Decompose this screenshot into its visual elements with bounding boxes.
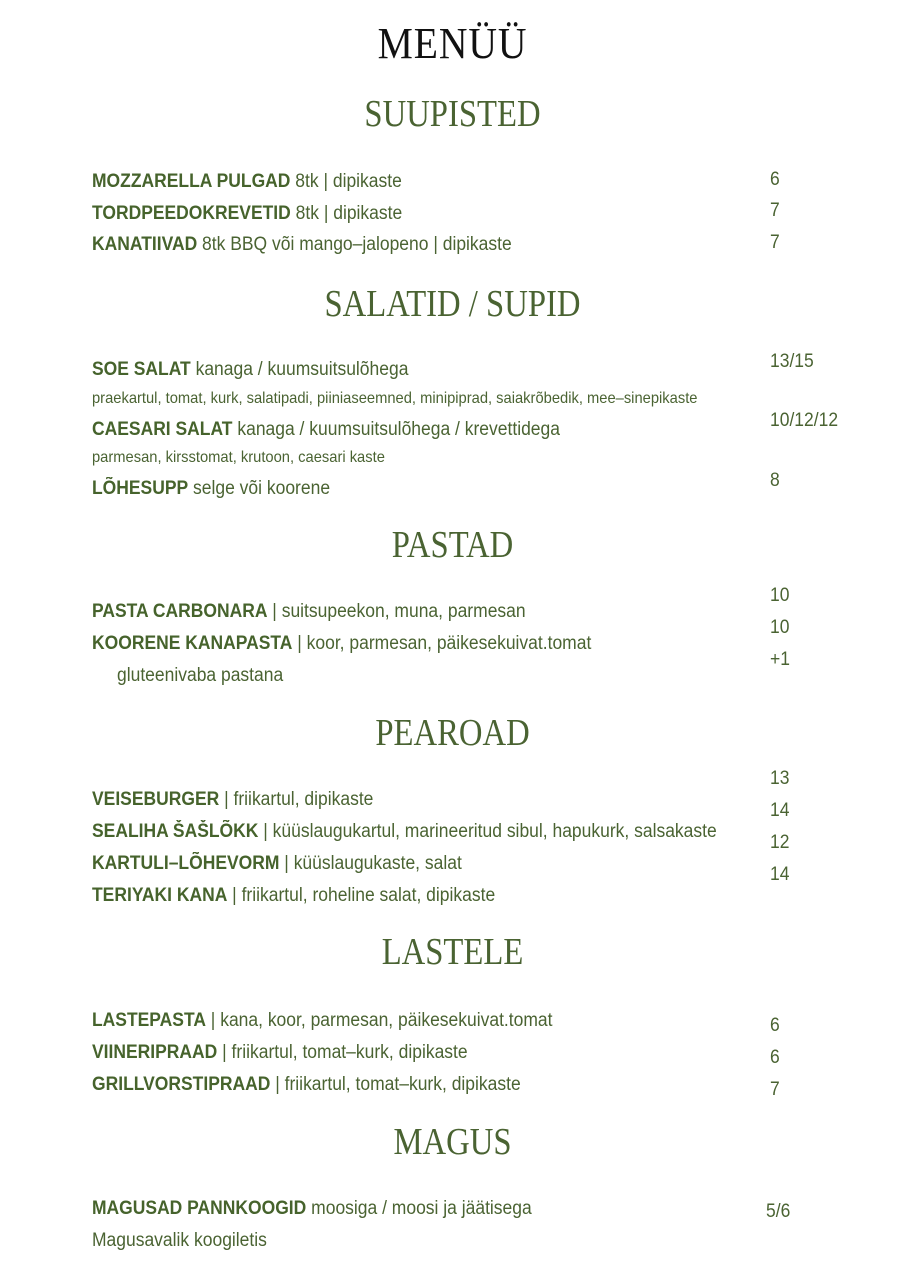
section-title-pastad: PASTAD — [391, 524, 514, 566]
menu-item-veiseburger — [92, 789, 373, 811]
item-desc: 8tk | dipikaste — [290, 171, 402, 192]
item-desc: | kana, koor, parmesan, päikesekuivat.tomat — [205, 1010, 553, 1031]
item-price: 10 — [770, 585, 790, 606]
item-desc: | friikartul, dipikaste — [219, 789, 374, 810]
menu-item-magusad-pannkoogid — [92, 1198, 532, 1220]
item-name: MOZZARELLA PULGAD — [92, 171, 291, 192]
item-price: 13/15 — [770, 351, 814, 372]
item-price: +1 — [770, 649, 790, 670]
menu-title: MENÜÜ — [377, 19, 528, 68]
item-price: 6 — [770, 1047, 780, 1068]
item-desc: 8tk | dipikaste — [290, 203, 403, 224]
menu-item-koorene-kanapasta — [92, 633, 591, 655]
item-ingredients: parmesan, kirsstomat, krutoon, caesari kaste — [92, 449, 385, 466]
item-desc: | friikartul, tomat–kurk, dipikaste — [217, 1042, 468, 1063]
item-price: 7 — [770, 232, 780, 253]
menu-item-kartuli-lohevorm — [92, 853, 462, 875]
menu-item-pasta-carbonara — [92, 601, 526, 623]
item-name: KARTULI–LÕHEVORM — [92, 853, 280, 874]
item-price: 10 — [770, 617, 790, 638]
menu-item-kanatiivad — [92, 234, 512, 256]
item-price: 14 — [770, 800, 790, 821]
item-price: 13 — [770, 768, 790, 789]
item-price: 10/12/12 — [770, 410, 839, 431]
item-name: TERIYAKI KANA — [92, 885, 228, 906]
item-name: LASTEPASTA — [92, 1010, 206, 1031]
item-price: 7 — [770, 1079, 780, 1100]
section-title-magus: MAGUS — [393, 1121, 512, 1163]
item-price: 8 — [770, 470, 780, 491]
item-price: 5/6 — [766, 1201, 791, 1222]
item-desc: | friikartul, roheline salat, dipikaste — [227, 885, 496, 906]
item-desc: kanaga / kuumsuitsulõhega / krevettidega — [232, 419, 560, 440]
item-name: VEISEBURGER — [92, 789, 220, 810]
item-price: 14 — [770, 864, 790, 885]
item-desc: kanaga / kuumsuitsulõhega — [190, 359, 409, 380]
item-name: MAGUSAD PANNKOOGID — [92, 1198, 307, 1219]
menu-item-caesari-salat — [92, 419, 560, 441]
menu-item-viineripraad — [92, 1042, 468, 1064]
item-price: 6 — [770, 169, 780, 190]
menu-item-grillvorstipraad — [92, 1074, 521, 1096]
item-name: KANATIIVAD — [92, 234, 198, 255]
section-title-pearoad: PEAROAD — [375, 712, 530, 754]
item-name: LÕHESUPP — [92, 478, 189, 499]
section-title-lastele: LASTELE — [381, 931, 524, 973]
section-title-suupisted: SUUPISTED — [364, 93, 541, 135]
menu-item-teriyaki-kana — [92, 885, 495, 907]
item-price: 7 — [770, 200, 780, 221]
item-price: 12 — [770, 832, 790, 853]
item-name: VIINERIPRAAD — [92, 1042, 218, 1063]
item-desc: 8tk BBQ või mango–jalopeno | dipikaste — [197, 234, 512, 255]
item-desc: moosiga / moosi ja jäätisega — [306, 1198, 532, 1219]
item-desc: selge või koorene — [188, 478, 331, 499]
item-desc: | koor, parmesan, päikesekuivat.tomat — [292, 633, 592, 654]
menu-item-lohesupp — [92, 478, 330, 500]
item-desc: | küüslaugukartul, marineeritud sibul, hapukurk, salsakaste — [258, 821, 717, 842]
item-name: CAESARI SALAT — [92, 419, 233, 440]
item-name: KOORENE KANAPASTA — [92, 633, 293, 654]
menu-item-mozzarella — [92, 171, 402, 193]
item-desc: | suitsupeekon, muna, parmesan — [267, 601, 526, 622]
menu-item-tordpeedokrevetid — [92, 203, 402, 225]
item-ingredients: praekartul, tomat, kurk, salatipadi, piiniaseemned, minipiprad, saiakrõbedik, mee–sinepikaste — [92, 390, 698, 407]
item-name: PASTA CARBONARA — [92, 601, 268, 622]
menu-item-lastepasta — [92, 1010, 553, 1032]
menu-item-sealiha-saslokk — [92, 821, 717, 843]
gluten-free-option: gluteenivaba pastana — [117, 665, 284, 686]
section-title-salatid: SALATID / SUPID — [324, 283, 581, 325]
dessert-note: Magusavalik koogiletis — [92, 1230, 267, 1251]
item-name: GRILLVORSTIPRAAD — [92, 1074, 271, 1095]
item-desc: | friikartul, tomat–kurk, dipikaste — [270, 1074, 521, 1095]
menu-item-soe-salat — [92, 359, 408, 381]
item-name: SOE SALAT — [92, 359, 191, 380]
item-desc: | küüslaugukaste, salat — [279, 853, 462, 874]
item-name: SEALIHA ŠAŠLÕKK — [92, 821, 259, 842]
item-price: 6 — [770, 1015, 780, 1036]
item-name: TORDPEEDOKREVETID — [92, 203, 291, 224]
